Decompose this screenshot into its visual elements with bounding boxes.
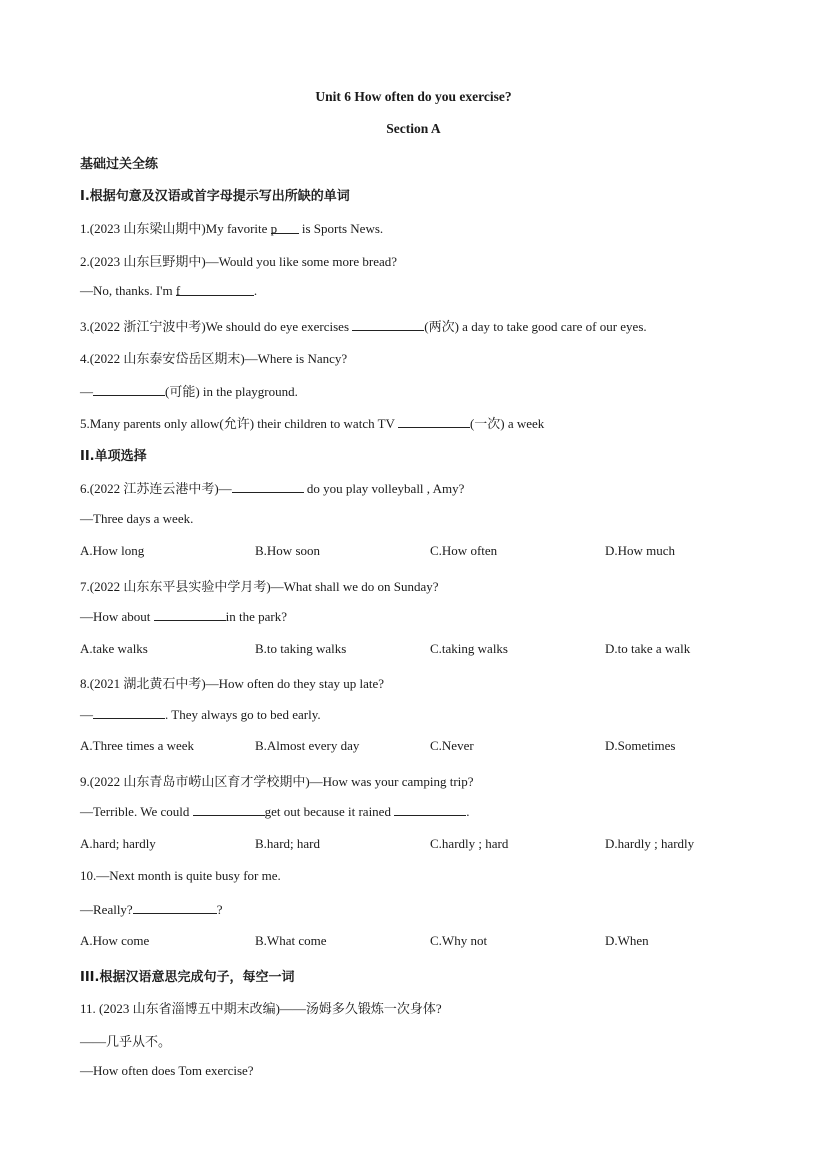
question-11-line1: 11. (2023 山东省淄博五中期末改编)——汤姆多久锻炼一次身体? xyxy=(80,1001,442,1016)
q9-option-b[interactable]: B.hard; hard xyxy=(255,836,320,851)
q1-prefix: 1.(2023 山东梁山期中)My favorite xyxy=(80,221,271,236)
q4-blank[interactable] xyxy=(93,383,165,396)
q9-option-c[interactable]: C.hardly ; hard xyxy=(430,836,509,851)
question-6 xyxy=(80,478,464,497)
q10-option-b[interactable]: B.What come xyxy=(255,933,327,948)
q9-blank-1[interactable] xyxy=(193,803,265,816)
question-8: 8.(2021 湖北黄石中考)—How often do they stay up late? xyxy=(80,676,385,691)
q8-blank[interactable] xyxy=(93,706,165,719)
q10-option-a[interactable]: A.How come xyxy=(80,933,150,948)
question-2-line1: 2.(2023 山东巨野期中)—Would you like some more bread? xyxy=(80,254,398,269)
question-4-line2 xyxy=(80,381,298,400)
q6-prefix: 6.(2022 江苏连云港中考)— xyxy=(80,481,232,496)
q9-mid: get out because it rained xyxy=(264,804,395,819)
q2-suffix: . xyxy=(253,283,258,298)
question-4-line1: 4.(2022 山东泰安岱岳区期末)—Where is Nancy? xyxy=(80,351,348,366)
q9-suffix: . xyxy=(466,804,470,819)
q9-option-d[interactable]: D.hardly ; hardly xyxy=(605,836,695,851)
question-11-line2: ——几乎从不。 xyxy=(80,1034,172,1049)
question-11-line3: —How often does Tom exercise? xyxy=(80,1063,254,1078)
question-1 xyxy=(80,218,383,237)
question-5 xyxy=(80,413,544,432)
q10-blank[interactable] xyxy=(133,901,217,914)
question-2-line2 xyxy=(80,283,257,299)
q3-blank[interactable] xyxy=(352,318,424,331)
q8-option-a[interactable]: A.Three times a week xyxy=(80,738,195,753)
question-10: 10.—Next month is quite busy for me. xyxy=(80,868,281,883)
q4-suffix: (可能) in the playground. xyxy=(165,384,298,399)
question-7: 7.(2022 山东东平县实验中学月考)—What shall we do on Sunday? xyxy=(80,579,439,594)
question-9-reply xyxy=(80,803,469,820)
q7-option-d[interactable]: D.to take a walk xyxy=(605,641,691,656)
q7-prefix: —How about xyxy=(80,609,154,624)
q1-letter: p xyxy=(270,221,278,236)
q8-suffix: . They always go to bed early. xyxy=(165,707,321,722)
q6-option-d[interactable]: D.How much xyxy=(605,543,676,558)
q2-blank[interactable] xyxy=(176,283,254,296)
q10-option-d[interactable]: D.When xyxy=(605,933,649,948)
question-3 xyxy=(80,316,647,335)
part1-heading: I.根据句意及汉语或首字母提示写出所缺的单词 xyxy=(80,189,350,204)
q6-option-c[interactable]: C.How often xyxy=(430,543,498,558)
q9-option-a[interactable]: A.hard; hardly xyxy=(80,836,156,851)
q1-suffix: is Sports News. xyxy=(298,221,384,236)
q8-prefix: — xyxy=(80,707,93,722)
part2-heading: II.单项选择 xyxy=(80,449,147,464)
q7-option-a[interactable]: A.take walks xyxy=(80,641,148,656)
q7-option-b[interactable]: B.to taking walks xyxy=(255,641,347,656)
part3-heading: III.根据汉语意思完成句子，每空一词 xyxy=(80,970,295,985)
q6-blank[interactable] xyxy=(232,480,304,493)
question-6-reply: —Three days a week. xyxy=(80,511,194,526)
q8-option-b[interactable]: B.Almost every day xyxy=(255,738,360,753)
q10-suffix: ? xyxy=(216,902,223,917)
q6-suffix: do you play volleyball , Amy? xyxy=(303,481,465,496)
q5-prefix: 5.Many parents only allow(允许) their children to watch TV xyxy=(80,416,398,431)
q9-blank-2[interactable] xyxy=(394,803,466,816)
q8-option-d[interactable]: D.Sometimes xyxy=(605,738,676,753)
q7-option-c[interactable]: C.taking walks xyxy=(430,641,508,656)
q10-prefix: —Really? xyxy=(80,902,133,917)
q3-prefix: 3.(2022 浙江宁波中考)We should do eye exercises xyxy=(80,319,353,334)
q1-blank[interactable] xyxy=(271,221,299,234)
q7-blank[interactable] xyxy=(154,608,226,621)
q5-suffix: (一次) a week xyxy=(469,416,545,431)
q3-suffix: (两次) a day to take good care of our eyes. xyxy=(424,319,647,334)
basic-heading: 基础过关全练 xyxy=(80,157,159,172)
q2-prefix: —No, thanks. I'm xyxy=(80,283,176,298)
question-9: 9.(2022 山东青岛市崂山区育才学校期中)—How was your camping trip? xyxy=(80,774,474,789)
section-title: Section A xyxy=(386,121,441,136)
question-7-reply xyxy=(80,608,287,625)
q5-blank[interactable] xyxy=(398,415,470,428)
q6-option-a[interactable]: A.How long xyxy=(80,543,145,558)
question-10-reply xyxy=(80,901,223,918)
q8-option-c[interactable]: C.Never xyxy=(430,738,474,753)
q7-suffix: in the park? xyxy=(225,609,288,624)
q9-prefix: —Terrible. We could xyxy=(80,804,193,819)
q6-option-b[interactable]: B.How soon xyxy=(255,543,321,558)
unit-title: Unit 6 How often do you exercise? xyxy=(315,89,512,104)
question-8-reply xyxy=(80,706,321,723)
q2-letter: f xyxy=(175,283,181,298)
q10-option-c[interactable]: C.Why not xyxy=(430,933,488,948)
q4-prefix: — xyxy=(80,384,93,399)
